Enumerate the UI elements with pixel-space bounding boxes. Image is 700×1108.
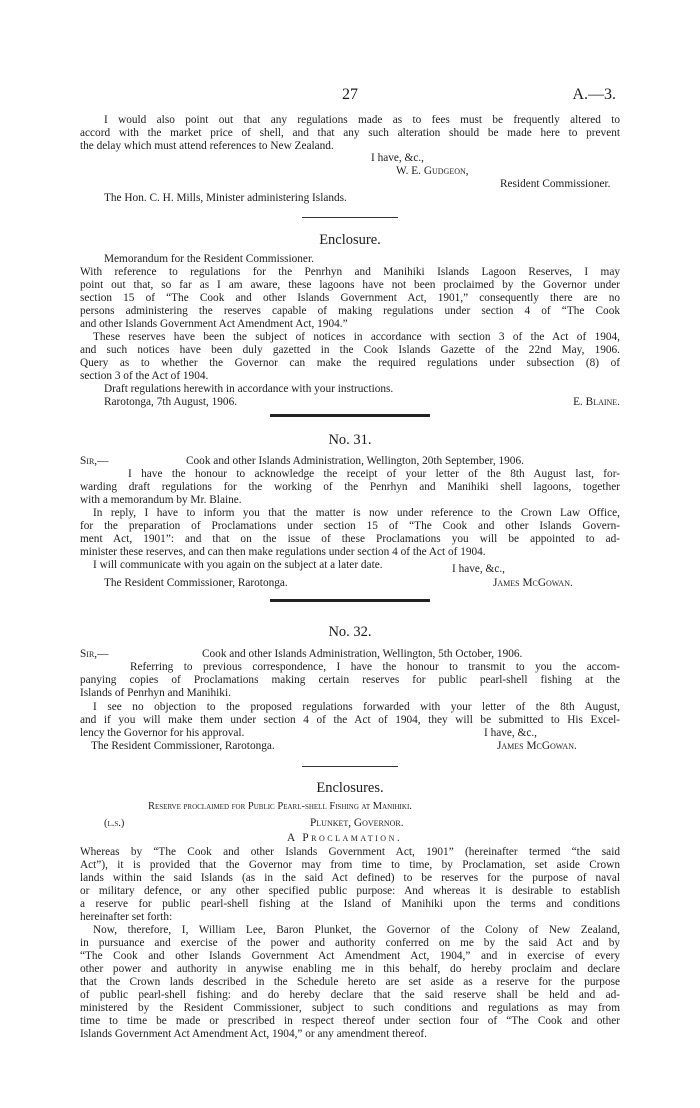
paragraph-line: Islands of Penrhyn and Manihiki. bbox=[80, 687, 231, 699]
paragraph-line: section 3 of the Act of 1904. bbox=[80, 370, 209, 382]
proclamation-title: A Proclamation. bbox=[287, 832, 403, 844]
closing: I have, &c., bbox=[371, 152, 425, 164]
dateline: Cook and other Islands Administration, Wellington, 20th September, 1906. bbox=[186, 455, 524, 467]
place-date: Rarotonga, 7th August, 1906. bbox=[104, 396, 238, 408]
paragraph-line: In reply, I have to inform you that the matter is now under reference to the Crown Law Office, bbox=[93, 507, 620, 519]
paragraph-line: Islands Government Act Amendment Act, 1904,” or any amendment thereof. bbox=[80, 1028, 427, 1040]
signatory-title: Resident Commissioner. bbox=[500, 178, 611, 190]
paragraph-line: Now, therefore, I, William Lee, Baron Plunket, the Governor of the Colony of New Zealand, bbox=[93, 924, 620, 936]
addressee: The Hon. C. H. Mills, Minister administering Islands. bbox=[104, 192, 347, 204]
paragraph-line: time to time be made or prescribed in respect thereof under section four of “The Cook and other bbox=[80, 1015, 620, 1027]
signatory: E. Blaine. bbox=[573, 396, 620, 408]
paragraph-line: I will communicate with you again on the subject at a later date. bbox=[93, 559, 383, 571]
paragraph-line: Draft regulations herewith in accordance with your instructions. bbox=[104, 383, 394, 395]
paragraph-line: that the Crown lands described in the Schedule hereto are set aside as a reserve for the purpose bbox=[80, 976, 620, 988]
seal: (l.s.) bbox=[104, 818, 125, 829]
paragraph-line: I would also point out that any regulations made as to fees must be frequently altered to bbox=[104, 114, 620, 126]
paragraph-line: Whereas by “The Cook and other Islands Government Act, 1901” (hereinafter termed “the said bbox=[80, 846, 620, 858]
paragraph-line: persons administering the reserves capable of making regulations under section 4 of “The Cook bbox=[80, 305, 620, 317]
paragraph-line: with a memorandum by Mr. Blaine. bbox=[80, 494, 242, 506]
dateline: Cook and other Islands Administration, Wellington, 5th October, 1906. bbox=[202, 648, 523, 660]
closing: I have, &c., bbox=[452, 563, 506, 575]
paragraph-line: Act”), it is provided that the Governor may from time to time, by Proclamation, set aside Crown bbox=[80, 859, 620, 871]
section-heading: Enclosure. bbox=[319, 232, 381, 248]
divider bbox=[270, 599, 430, 602]
paragraph-line: “The Cook and other Islands Government Act Amendment Act, 1904,” and in exercise of every bbox=[80, 950, 620, 962]
paragraph-line: accord with the market price of shell, and that any such alteration should be made here to prevent bbox=[80, 127, 620, 139]
signatory: James McGowan. bbox=[497, 740, 577, 752]
paragraph-line: lands within the said Islands (as in the said Act defined) to be reserves for the purpose of naval bbox=[80, 872, 620, 884]
paragraph-line: minister these reserves, and can then make regulations under section 4 of the Act of 1904. bbox=[80, 546, 486, 558]
signatory: W. E. Gudgeon, bbox=[396, 165, 469, 177]
paragraph-line: ment Act, 1901”: and that on the issue of these Proclamations you will be appointed to ad- bbox=[80, 533, 620, 545]
paragraph-line: or military defence, or any other specified public purpose: And whereas it is desirable to establish bbox=[80, 885, 620, 897]
paragraph-line: in pursuance and exercise of the power and authority conferred on me by the said Act and by bbox=[80, 937, 620, 949]
closing: I have, &c., bbox=[484, 727, 538, 739]
addressee: The Resident Commissioner, Rarotonga. bbox=[104, 577, 288, 589]
paragraph-line: I see no objection to the proposed regulations forwarded with your letter of the 8th August, bbox=[93, 701, 620, 713]
paragraph-line: for the preparation of Proclamations under section 15 of “The Cook and other Islands Govern- bbox=[80, 520, 620, 532]
letter-heading: No. 31. bbox=[328, 432, 372, 448]
memo-title: Memorandum for the Resident Commissioner. bbox=[104, 253, 314, 265]
paragraph-line: of public pearl-shell fishing: and do hereby declare that the said reserve shall be held and ad- bbox=[80, 989, 620, 1001]
divider bbox=[302, 217, 398, 218]
section-heading: Enclosures. bbox=[316, 780, 384, 796]
document-reference: A.—3. bbox=[572, 86, 616, 103]
paragraph-line: ministered by the Resident Commissioner, subject to such conditions and regulations as may from bbox=[80, 1002, 620, 1014]
signatory: James McGowan. bbox=[493, 577, 573, 589]
paragraph-line: and if you will make them under section 4 of the Act of 1904, they will be submitted to His Excel- bbox=[80, 714, 620, 726]
governor: Plunket, Governor. bbox=[310, 817, 404, 829]
paragraph-line: other power and authority in anywise enabling me in this behalf, do hereby proclaim and declare bbox=[80, 963, 620, 975]
divider bbox=[270, 414, 430, 417]
divider bbox=[302, 766, 398, 767]
paragraph-line: and such notices have been duly gazetted in the Cook Islands Gazette of the 22nd May, 1906. bbox=[80, 344, 620, 356]
paragraph-line: Referring to previous correspondence, I have the honour to transmit to you the accom- bbox=[130, 661, 620, 673]
paragraph-line: These reserves have been the subject of notices in accordance with section 3 of the Act of 1904, bbox=[93, 331, 620, 343]
paragraph-line: a reserve for public pearl-shell fishing at the Island of Manihiki upon the terms and conditions bbox=[80, 898, 620, 910]
addressee: The Resident Commissioner, Rarotonga. bbox=[91, 740, 275, 752]
paragraph-line: warding draft regulations for the working of the Penrhyn and Manihiki shell lagoons, together bbox=[80, 481, 620, 493]
paragraph-line: point out that, so far as I am aware, these lagoons have not been proclaimed by the Governor under bbox=[80, 279, 620, 291]
letter-heading: No. 32. bbox=[328, 624, 372, 640]
paragraph-line: the delay which must attend references to New Zealand. bbox=[80, 140, 334, 152]
paragraph-line: Query as to whether the Governor can make the required regulations under subsection (8) of bbox=[80, 357, 620, 369]
page-number: 27 bbox=[342, 86, 358, 103]
paragraph-line: hereinafter set forth: bbox=[80, 911, 173, 923]
paragraph-line: lency the Governor for his approval. bbox=[80, 727, 245, 739]
salutation: Sir,— bbox=[80, 648, 109, 660]
salutation: Sir,— bbox=[80, 455, 109, 467]
paragraph-line: and other Islands Government Act Amendment Act, 1904.” bbox=[80, 318, 348, 330]
paragraph-line: section 15 of “The Cook and other Islands Government Act, 1901,” consequently there are no bbox=[80, 292, 620, 304]
paragraph-line: I have the honour to acknowledge the receipt of your letter of the 8th August last, for- bbox=[128, 468, 620, 480]
paragraph-line: panying copies of Proclamations making certain reserves for public pearl-shell fishing at the bbox=[80, 674, 620, 686]
subheading: Reserve proclaimed for Public Pearl-shell Fishing at Manihiki. bbox=[148, 801, 412, 812]
paragraph-line: With reference to regulations for the Penrhyn and Manihiki Islands Lagoon Reserves, I may bbox=[80, 266, 620, 278]
